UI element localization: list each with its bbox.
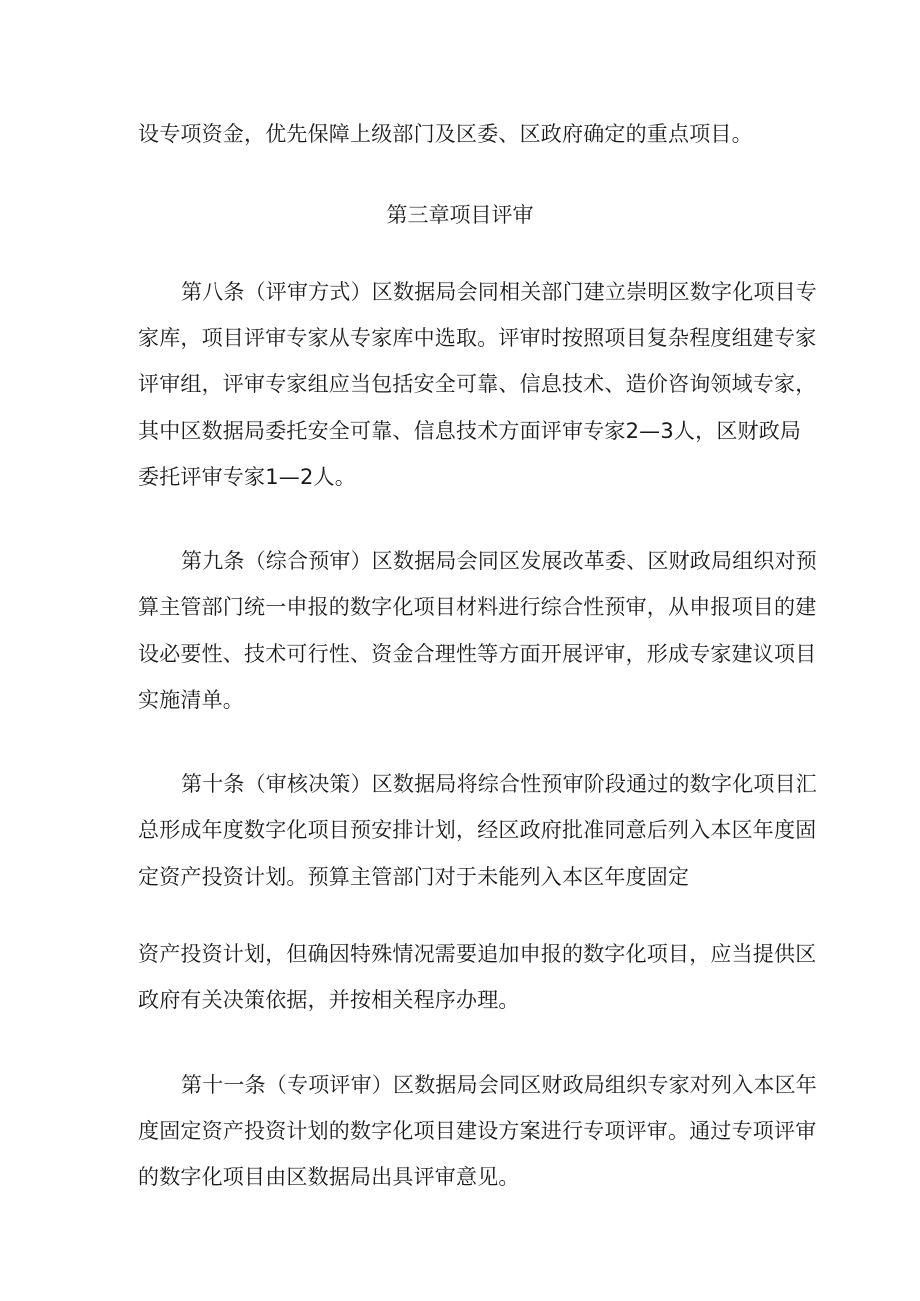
article-10-line-1: 第十条（审核决策）区数据局将综合性预审阶段通过的数字化项目汇 <box>181 772 817 796</box>
article-9-line-2: 算主管部门统一申报的数字化项目材料进行综合性预审，从申报项目的建 <box>138 595 817 619</box>
article-11-line-3: 的数字化项目由区数据局出具评审意见。 <box>138 1165 520 1189</box>
article-8-line-4: 其中区数据局委托安全可靠、信息技术方面评审专家2—3人，区财政局 <box>138 419 802 443</box>
article-8-line-2: 家库，项目评审专家从专家库中选取。评审时按照项目复杂程度组建专家 <box>138 326 817 350</box>
article-9-line-3: 设必要性、技术可行性、资金合理性等方面开展评审，形成专家建议项目 <box>138 642 817 666</box>
article-10-line-4: 资产投资计划，但确因特殊情况需要追加申报的数字化项目，应当提供区 <box>138 942 817 966</box>
article-8-line-3: 评审组，评审专家组应当包括安全可靠、信息技术、造价咨询领域专家， <box>138 372 817 396</box>
article-9-line-1: 第九条（综合预审）区数据局会同区发展改革委、区财政局组织对预 <box>181 549 817 573</box>
article-9-line-4: 实施清单。 <box>138 688 244 712</box>
article-8-line-5: 委托评审专家1—2人。 <box>138 465 356 489</box>
article-10-line-2: 总形成年度数字化项目预安排计划，经区政府批准同意后列入本区年度固 <box>138 818 817 842</box>
article-8-line-1: 第八条（评审方式）区数据局会同相关部门建立崇明区数字化项目专 <box>181 280 817 304</box>
article-10-line-5: 政府有关决策依据，并按相关程序办理。 <box>138 988 520 1012</box>
article-11-line-2: 度固定资产投资计划的数字化项目建设方案进行专项评审。通过专项评审 <box>138 1119 817 1143</box>
text-line: 设专项资金，优先保障上级部门及区委、区政府确定的重点项目。 <box>138 122 753 146</box>
article-10-line-3: 定资产投资计划。预算主管部门对于未能列入本区年度固定 <box>138 865 690 889</box>
chapter-heading: 第三章项目评审 <box>386 203 534 227</box>
article-11-line-1: 第十一条（专项评审）区数据局会同区财政局组织专家对列入本区年 <box>181 1073 817 1097</box>
